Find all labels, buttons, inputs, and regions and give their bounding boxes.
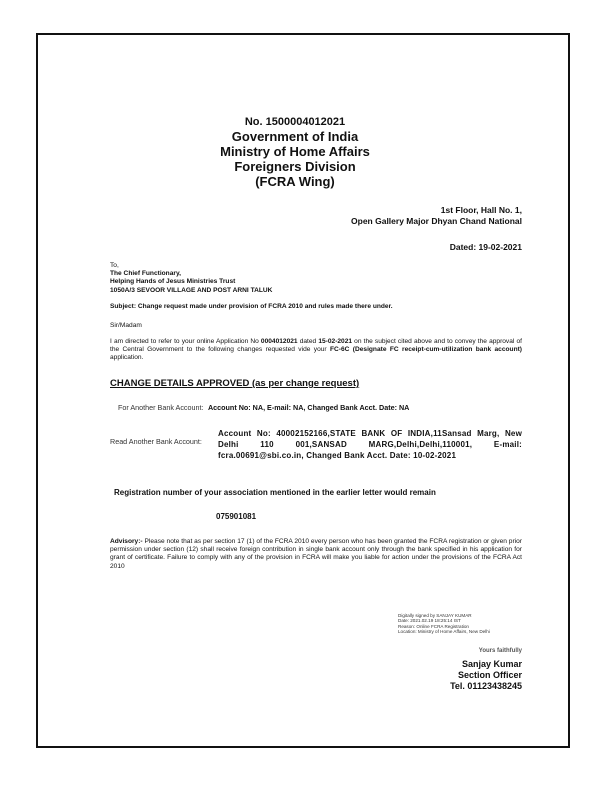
recipient-block <box>110 262 520 295</box>
body-part-3: on the subject cited above and to convey the approval of the Central Government to the following changes requested vide your <box>110 338 522 354</box>
application-date: 15-02-2021 <box>318 338 353 345</box>
body-part-1: I am directed to refer to your online Application No <box>110 338 261 345</box>
to-label: To, <box>110 262 119 269</box>
detail-label: Read Another Bank Account: <box>110 437 202 446</box>
yours-faithfully: Yours faithfully <box>478 648 522 654</box>
application-number: 0004012021 <box>260 338 298 345</box>
advisory-text: Please note that as per section 17 (1) of the FCRA 2010 every person who has been granted the FCRA registration or given prior permission under section (12) shall receive foreign contribution in single bank account only through the bank specified in his application for grant of certificate. Failure to comply with any of the provision in FCRA will make you liable for action under the provisions of the FCRA Act 2010 <box>110 538 522 570</box>
detail-value: Account No: NA, E-mail: NA, Changed Bank Acct. Date: NA <box>207 403 410 412</box>
wing-line: (FCRA Wing) <box>255 174 335 189</box>
advisory-label: Advisory:- <box>110 538 143 545</box>
govt-line: Government of India <box>231 129 359 144</box>
detail-row <box>118 397 528 415</box>
letter-header <box>150 115 440 189</box>
subject-text: Change request made under provision of FCRA 2010 and rules made there under. <box>137 303 393 310</box>
digital-signature-line: Location: Ministry of Home Affairs, New Delhi <box>398 629 490 635</box>
reference-number: No. 1500004012021 <box>244 116 346 128</box>
advisory-paragraph <box>110 538 522 571</box>
division-line: Foreigners Division <box>234 159 356 174</box>
dated: Dated: 19-02-2021 <box>449 242 522 252</box>
signatory-name: Sanjay Kumar <box>461 659 522 669</box>
subject-label: Subject: <box>110 303 137 310</box>
salutation: Sir/Madam <box>110 322 142 329</box>
digital-signature-line: Date: 2021.02.19 18:25:14 IST <box>398 618 461 624</box>
subject-line <box>110 303 530 311</box>
body-part-4: application. <box>110 354 144 362</box>
digital-signature-line: Digitally signed by SANJAY KUMAR <box>398 613 472 618</box>
form-name: FC-6C (Designate FC receipt-cum-utilization bank account) <box>329 346 522 354</box>
change-details-heading: CHANGE DETAILS APPROVED (as per change request) <box>110 378 360 389</box>
body-paragraph <box>110 338 522 363</box>
signatory-phone: Tel. 01123438245 <box>450 681 522 691</box>
signatory-designation: Section Officer <box>457 670 522 680</box>
digital-signature-line: Reason: Online FCRA Registration <box>398 623 469 629</box>
digital-signature-details <box>398 613 528 635</box>
signature-block <box>450 646 522 692</box>
recipient-org: Helping Hands of Jesus Ministries Trust <box>110 278 236 286</box>
address-line-2: Open Gallery Major Dhyan Chand National <box>351 216 522 226</box>
address-line-1: 1st Floor, Hall No. 1, <box>440 205 522 215</box>
detail-label: For Another Bank Account: <box>118 403 204 412</box>
registration-number: 075901081 <box>216 512 257 521</box>
body-part-2: dated <box>297 338 319 345</box>
recipient-title: The Chief Functionary, <box>110 270 181 278</box>
detail-value: Account No: 40002152166,STATE BANK OF INDIA,11Sansad Marg, New Delhi 110 001,SANSAD MARG,Delhi,Delhi,110001, E-mail: fcra.00691@sbi.co.in, Changed Bank Acct. Date: 10-02-2021 <box>218 429 522 460</box>
registration-text: Registration number of your association mentioned in the earlier letter would remain <box>114 488 436 497</box>
recipient-address: 1050A/3 SEVOOR VILLAGE AND POST ARNI TALUK <box>110 286 273 294</box>
office-address <box>351 205 522 227</box>
ministry-line: Ministry of Home Affairs <box>220 144 370 159</box>
